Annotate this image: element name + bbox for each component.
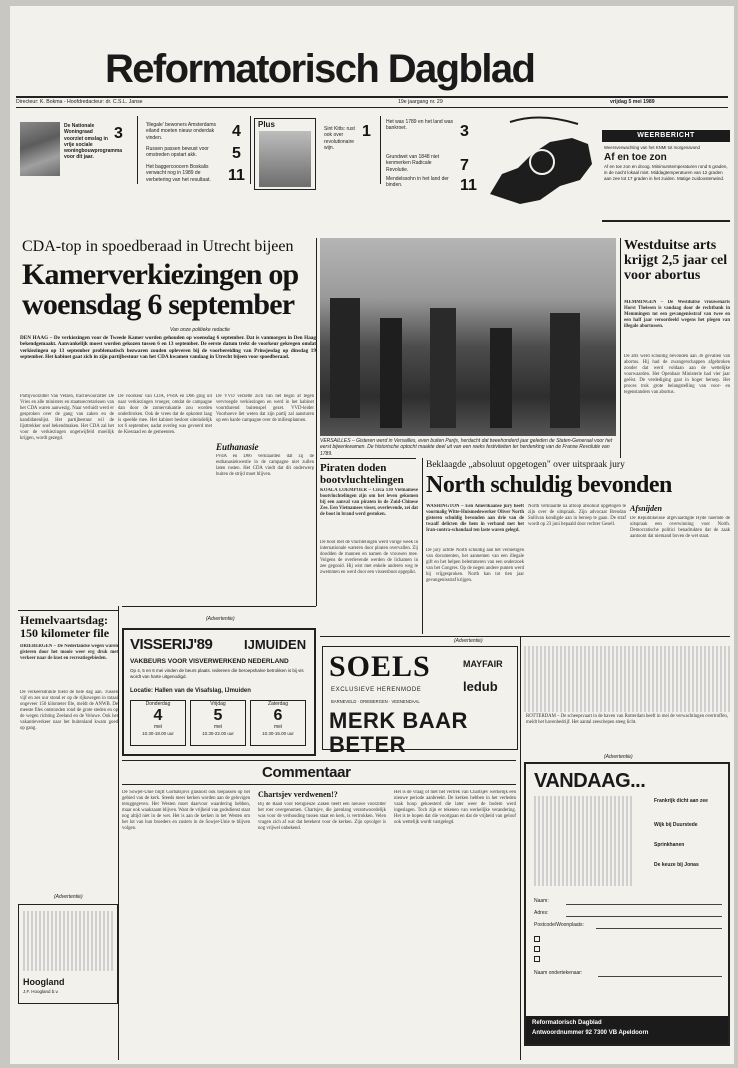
- ad-label-soels: (Advertentie): [454, 638, 483, 644]
- newspaper-page: [10, 6, 734, 1064]
- pirates-lede: KOALA LOEMPOER – Circa 130 Vietnamese bootvluchtelingen zijn om het leven gekomen bij een aanval van piraten in de Zuid-Chinese Zee. Een Vietnamees visser, overlevende, zei dat de boot in brand werd gestoken.: [320, 488, 418, 517]
- vandaag-image: [534, 796, 634, 886]
- hoogland-ad: [18, 904, 118, 1004]
- vandaag-item-3: Sprinkhanen: [654, 842, 685, 848]
- ad-label-vandaag: (Advertentie): [604, 754, 633, 760]
- visserij-info: Op 4, 5 en 6 mei vinden de beurs plaats. Iedereen die beroepshalve betrokken is bij vis wordt van harte uitgenodigd.: [130, 668, 304, 680]
- teaser-1-page: 3: [114, 125, 123, 142]
- vandaag-item-1: Frankrijk dicht aan zee: [654, 798, 708, 804]
- soels-slogan: MERK BAAR BETER: [329, 708, 468, 757]
- visserij-day-1-name: Donderdag: [145, 701, 171, 707]
- coupon-checkbox-2[interactable]: [534, 946, 540, 952]
- visserij-day-1-time: 10.30-18.00 uur: [142, 730, 174, 736]
- visserij-day-1: [130, 700, 186, 746]
- lead-body-col3: De VVD verzette zich van het begin af tegen vervroegde verkiezingen en werd in het kabinet voortdurend buitenspel gezet. VVD-leider Voorhoeve liet weten dat zijn partij zal aansturen op een harde campagne over de milieuplannen.: [216, 394, 314, 423]
- plus-label: Plus: [258, 120, 275, 129]
- lead-body-col4: PvdA en D66 verklaarden dat zij de euthanasiekwestie in de campagne niet zullen laten rusten. Het CDA vindt dat dit onderwerp buiten de strijd moet blijven.: [216, 454, 314, 477]
- lead-subhead: Euthanasie: [216, 442, 259, 452]
- visserij-tagline: VAKBEURS VOOR VISVERWERKEND NEDERLAND: [130, 658, 289, 665]
- pirates-body: De boot met de vluchtelingen werd vorige week in internationale wateren door piraten overvallen. Zij doodden de mannen en namen de vrouwen mee. Volgens de overlevende werden de lichamen in zee gegooid. Hij wist met enkele anderen weg te zwemmen en werd door een vissersboot opgepikt.: [320, 540, 418, 575]
- teaser-6-text: Het was 1789 en het land was bankroet.: [386, 119, 453, 132]
- abortion-headline: Westduitse arts krijgt 2,5 jaar cel voor abortus: [624, 238, 728, 283]
- vandaag-ad: [524, 762, 730, 1046]
- teaser-5-page: 1: [362, 123, 371, 140]
- abortion-body: De arts werd schuldig bevonden aan 36 gevallen van abortus. Hij had de zwangerschappen afgebroken zonder dat werd voldaan aan de wettelijke voorwaarden. Het Openbaar Ministerie had vier jaar geëist. De verdediging gaat in hoger beroep. Het proces trok grote belangstelling van voor- en tegenstanders van abortus.: [624, 354, 730, 395]
- ad-label-hoogland: (Advertentie): [54, 894, 83, 900]
- visserij-day-1-month: mei: [153, 724, 163, 731]
- lead-body-col2: De voorkeur van CDA, PvdA en D66 ging uit naar verkiezingen vroeger, omdat de campagne dan door de zomervakantie zou worden onderbroken. Ook de vrees dat de opkomst laag is speelde mee. Het kabinet besloot uiteindelijk tot 6 september, nadat overleg was gevoerd met de Kiesraad en de gemeenten.: [118, 394, 212, 435]
- teaser-4-page: 11: [228, 167, 245, 184]
- visserij-day-2-month: mei: [213, 724, 223, 731]
- vandaag-footer-address: Antwoordnummer 92 7300 VB Apeldoorn: [532, 1030, 649, 1036]
- teaser-3-page: 5: [232, 145, 241, 162]
- weather-intro: Weersverwachting van het KNMI tot morgenavond: [604, 145, 700, 150]
- visserij-day-2: [190, 700, 246, 746]
- holiday-lede: DRIEBERGEN – De Nederlandse wegen waren gisteren door het mooie weer erg druk met verkeer naar de kust en recreatiegebieden.: [20, 644, 118, 661]
- plus-box: [254, 118, 316, 190]
- soels-places: BARNEVELD · DRIEBERGEN · VEENENDAAL: [331, 699, 420, 704]
- teaser-2-page: 4: [232, 123, 241, 140]
- teaser-4-text: Het baggercoocern Boskalis verwacht nog in 1989 de verbetering van het resultaat.: [146, 164, 211, 183]
- pirates-headline: Piraten doden bootvluchtelingen: [320, 462, 404, 486]
- commentaar-title: Commentaar: [262, 764, 351, 781]
- plus-photo: [259, 131, 311, 187]
- versailles-photo: [320, 238, 616, 436]
- holiday-body: De verkeersdrukte hield de hele dag aan. Tussen vijf en zes uur stond er op de rijkswegen in totaal ongeveer 150 kilometer file, meldt de ANWB. De meeste files ontstonden rond de grote steden en op de wegen richting Zeeland en de Veluwe. Ook het vakantieverkeer naar het buitenland kwam goed op gang.: [20, 690, 118, 731]
- north-body-col1: De jury achtte North schuldig aan het vernietigen van documenten, het aannemen van een illegale gift en het helpen belemmeren van een onderzoek van het Congres. Op de negen andere punten werd hij vrijgesproken. North kan tot tien jaar gevangenisstraf krijgen.: [426, 548, 524, 583]
- visserij-day-1-date: 4: [153, 707, 163, 725]
- visserij-day-3-name: Zaterdag: [267, 701, 288, 707]
- staff-line: Directeur: K. Bokma - Hoofdredacteur: dr. C.S.L. Janse: [16, 99, 143, 105]
- north-body-col2: North verklaarde na afloop absoluut opgetogen te zijn over de uitspraak. Zijn advocaat Brendan Sullivan kondigde aan in beroep te gaan. De straf wordt op 23 juni bepaald door rechter Gesell.: [528, 504, 626, 527]
- teaser-8-text: Mendelssohn in het land der binden.: [386, 176, 449, 189]
- weather-map: [480, 114, 600, 210]
- vandaag-item-4: De keuze bij Jonas: [654, 862, 699, 868]
- visserij-day-3-date: 6: [273, 707, 283, 725]
- woningbouw-photo: [20, 122, 60, 176]
- teaser-1-text: De Nationale Woningraad voorziet omslag in vrije sociale woningbouwprogramma voor dit jaar.: [64, 123, 123, 161]
- issue-number: 19e jaargang nr. 29: [398, 99, 443, 105]
- lead-lede: DEN HAAG – De verkiezingen voor de Tweede Kamer worden gehouden op woensdag 6 september. Dat is vanmorgen in Den Haag bekendgemaakt. Aanvankelijk moest worden gekozen tussen 6 en 13 september. De eerste datum trekt de voorkeur gekregen omdat verkiezingen op 13 september problematisch bezwaren zouden opleveren bij de voorbereiding van Prinsjesdag op dinsdag 19 september. Het kabinet gaat zich in zijn partijbestuur van het CDA kwamen vandaag in Utrecht bijeen voor spoedberaad.: [20, 335, 316, 361]
- issue-date: vrijdag 5 mei 1989: [610, 99, 655, 105]
- coupon-name-input[interactable]: [566, 904, 722, 905]
- north-headline: North schuldig bevonden: [426, 472, 672, 498]
- commentaar-col2: Bij de Raad voor Religieuze Zaken heeft een nieuwe voorzitter het roer overgenomen. Chartsjev, die jarenlang verantwoordelijk was voor de verhouding tussen staat en kerk, is vertrokken. Velen vragen zich af wat dat betekent voor de kerken. Zijn opvolger is nog vrijwel onbekend.: [258, 802, 386, 831]
- teaser-2-text: 'Illegale' bewoners Amsterdams eiland moeten nieuw onderdak vinden.: [146, 122, 216, 141]
- teaser-7-page: 7: [460, 157, 469, 174]
- weather-header: WEERBERICHT: [602, 130, 730, 142]
- visserij-day-2-time: 10.30-22.00 uur: [202, 730, 234, 736]
- lead-kicker: CDA-top in spoedberaad in Utrecht bijeen: [22, 238, 294, 255]
- coupon-name-label: Naam:: [534, 898, 549, 904]
- teaser-5-text: Sint Kitts: rust ook over revolutionaire wijn.: [324, 126, 355, 151]
- masthead-title: Reformatorisch Dagblad: [105, 47, 535, 91]
- visserij-location: Locatie: Hallen van de Visafslag, IJmuiden: [130, 688, 251, 694]
- hoogland-name: Hoogland: [23, 977, 65, 987]
- commentaar-col2-title: Chartsjev verdwenen!?: [258, 790, 338, 799]
- vandaag-footer: [526, 1016, 728, 1044]
- north-kicker: Beklaagde „absoluut opgetogen" over uitspraak jury: [426, 460, 625, 470]
- teaser-6-page: 3: [460, 123, 469, 140]
- coupon-city-label: Postcode/Woonplaats:: [534, 922, 584, 928]
- weather-body: Af en toe zon en droog. Minimumtemperaturen rond 5 graden, in de nacht lokaal mist. Middagtemperaturen van 12 graden aan zee tot 17 graden in het zuiden. Matige zuidoostenwind.: [604, 164, 728, 181]
- weather-title: Af en toe zon: [604, 152, 667, 163]
- abortion-lede: MEMMINGEN – De Westduitse vrouwenarts Horst Theissen is vandaag door de rechtbank in Memmingen tot een gevangenisstraf van twee en een half jaar veroordeeld wegens het plegen van illegale abortussen.: [624, 300, 730, 329]
- teaser-3-text: Russen passen bewust voor omstreden opstart akk.: [146, 146, 209, 159]
- north-lede: WASHINGTON – Een Amerikaanse jury heeft voormalig Witte-Huismedewerker Oliver North gisteren schuldig bevonden aan drie van de twaalf delicten die hem in verband met het Iran-contra-schandaal ten laste waren gelegd.: [426, 504, 524, 533]
- lead-body-col1: Partijvoorzitter Van Velzen, fractievoorzitter De Vries en alle ministers en staatssecretarissen van het CDA waren aanwezig. Naar verluidt werd er gesproken over de gang van zaken en de kandidatenlijst. Het partijbestuur wil de lijsttrekker snel bekendmaken. Het CDA zal het voor de verkiezingen ongetwijfeld moeilijk krijgen, wordt gezegd.: [20, 394, 114, 441]
- lead-headline: Kamerverkiezingen op woensdag 6 september: [22, 258, 299, 321]
- visserij-day-3-time: 10.30-15.00 uur: [262, 730, 294, 736]
- visserij-city: IJMUIDEN: [244, 637, 307, 652]
- north-body-col3: De Republikeinse afgevaardigde Hyde noemde de uitspraak een overwinning voor North. Democratische politici benadrukten dat de zaak aantoont dat niemand boven de wet staat.: [630, 516, 730, 539]
- coupon-city-input[interactable]: [596, 928, 722, 929]
- vandaag-item-2: Wijk bij Duurstede: [654, 822, 698, 828]
- soels-brand-2: ledub: [463, 679, 498, 694]
- coupon-checkbox-3[interactable]: [534, 956, 540, 962]
- coupon-address-input[interactable]: [566, 916, 722, 917]
- north-subhead: Afsnijden: [630, 504, 663, 513]
- soels-brand: MAYFAIR: [463, 659, 503, 669]
- coupon-signer-label: Naam ondertekenaar:: [534, 970, 583, 976]
- soels-ad: [322, 646, 518, 757]
- visserij-day-2-date: 5: [213, 707, 223, 725]
- teaser-8-page: 11: [460, 177, 477, 194]
- coupon-signer-input[interactable]: [598, 976, 722, 977]
- visserij-day-3: [250, 700, 306, 746]
- coupon-address-label: Adres:: [534, 910, 549, 916]
- commentaar-col1: De Sowjet-Unie blijft Gorbatsjovs glasnost ook toepassen op het gebied van de kerk. Steeds meer kerken worden aan de gelovigen teruggegeven. Het Westen moet daarvoor waardering hebben, maar ook waakzaam blijven. Want de vrijheid van godsdienst staat nog altijd niet in de wet. Het is aan de kerken in het Westen om het lot van hun broeders en zusters in de Sowjet-Unie te blijven volgen.: [122, 790, 250, 831]
- soels-sub: EXCLUSIEVE HERENMODE: [331, 687, 422, 693]
- holiday-headline: Hemelvaartsdag: 150 kilometer file: [20, 613, 110, 640]
- ad-label-visserij: (Advertentie): [206, 616, 235, 622]
- soels-logo: SOELS: [329, 650, 431, 683]
- vandaag-title: VANDAAG...: [534, 770, 646, 792]
- lead-byline: Van onze politieke redactie: [170, 327, 230, 333]
- coupon-checkbox-1[interactable]: [534, 936, 540, 942]
- teaser-7-text: Grundwet van 1848 niet kenmerken Radicale Revolutie.: [386, 154, 440, 173]
- rotterdam-text: ROTTERDAM – De scheepsvaart in de haven van Rotterdam heeft in mei de verwachtingen overtroffen, meldt het havenbedrijf. Het aantal zeeschepen steeg licht.: [524, 712, 730, 750]
- visserij-day-3-month: mei: [273, 724, 283, 731]
- masthead-rule: [16, 96, 728, 98]
- hoogland-sub: J.F. Hoogland b.v.: [23, 989, 59, 994]
- vandaag-footer-label: Reformatorisch Dagblad: [532, 1020, 602, 1026]
- visserij-ad: [122, 628, 316, 756]
- photo-caption: VERSAILLES – Gisteren werd in Versailles, even buiten Parijs, herdacht dat tweehonderd jaar geleden de Staten-Generaal voor het eerst bijeenkwamen. De historische optocht maakte deel uit van een reeks festiviteiten ter herdenking van de Franse Revolutie van 1789.: [320, 438, 613, 457]
- visserij-day-2-name: Vrijdag: [210, 701, 226, 707]
- visserij-logo: VISSERIJ'89: [130, 636, 213, 653]
- commentaar-col3: Het is de vraag of met het vertrek van Chartsjev werkelijk een nieuwe periode aanbreekt. De kerken hebben in het verleden vaak hoop gekoesterd die later weer de bodem werd ingeslagen. Toch zijn er tekenen van werkelijke verandering. Het is te hopen dat die voortgaan en dat de vrijheid van geloof ook wettelijk wordt vastgelegd.: [394, 790, 516, 825]
